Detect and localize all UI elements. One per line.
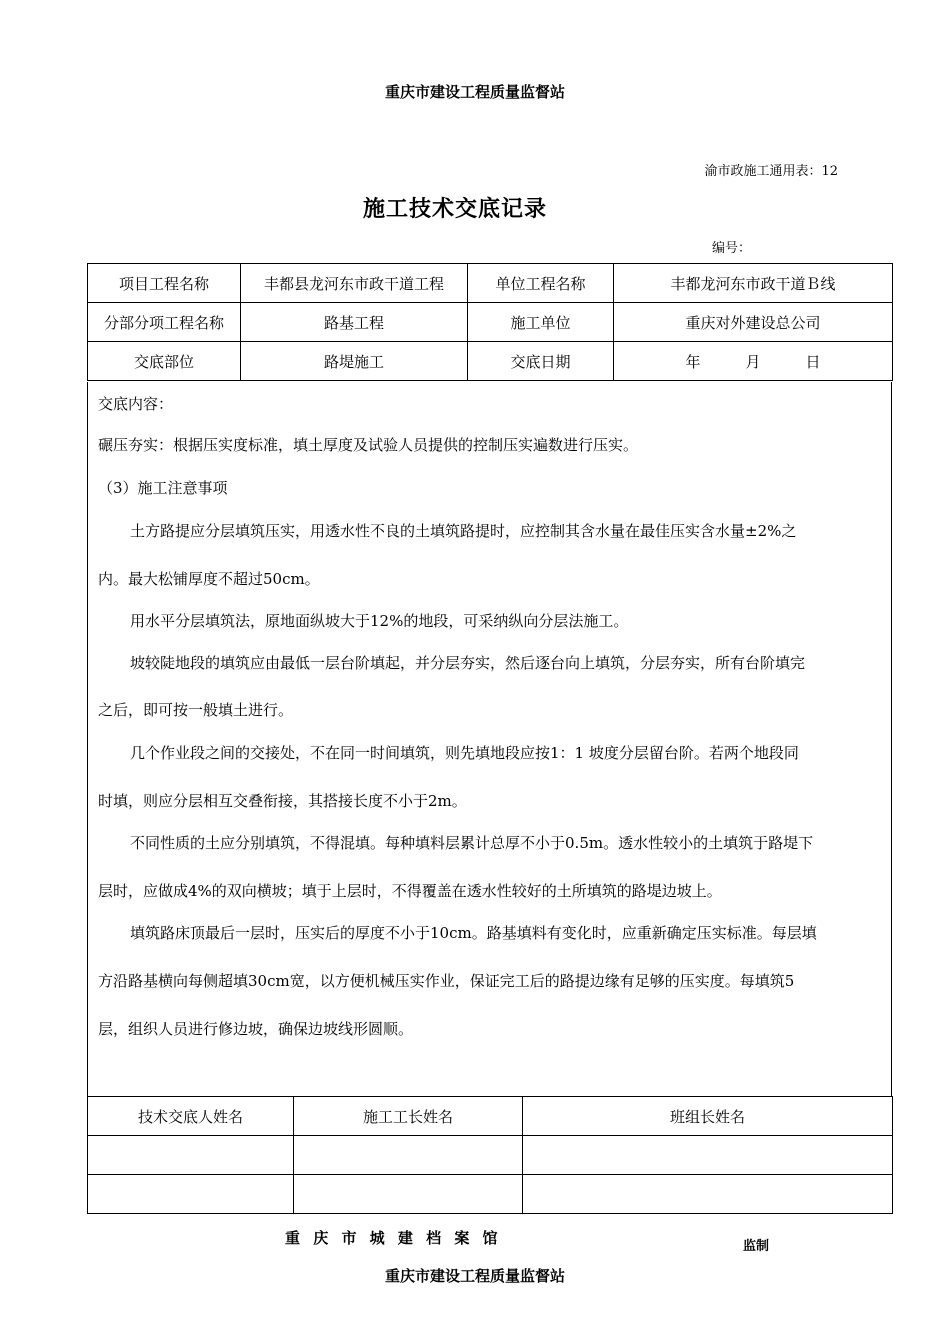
foreman-label: 施工工长姓名 [294, 1097, 523, 1136]
division-label: 分部分项工程名称 [88, 303, 241, 342]
content-box [87, 382, 892, 1097]
content-line: 方沿路基横向每侧超填30cm宽，以方便机械压实作业，保证完工后的路提边缘有足够的压实度。每填筑5 [98, 972, 795, 990]
content-line: 时填，则应分层相互交叠衔接，其搭接长度不小于2m。 [98, 792, 467, 810]
table-row [88, 1175, 893, 1214]
page-title: 施工技术交底记录 [362, 197, 547, 222]
table-row [88, 264, 893, 303]
unit-name-value: 丰都龙河东市政干道Ｂ线 [614, 264, 893, 303]
content-line: 几个作业段之间的交接处，不在同一时间填筑，则先填地段应按1：1 坡度分层留台阶。若两个地段同 [130, 744, 799, 762]
contractor-value: 重庆对外建设总公司 [614, 303, 893, 342]
content-line: 用水平分层填筑法，原地面纵坡大于12%的地段，可采纳纵向分层法施工。 [130, 612, 629, 630]
content-line: 不同性质的土应分别填筑，不得混填。每种填料层累计总厚不小于0.5m。透水性较小的土填筑于路堤下 [130, 834, 814, 852]
footer-archive: 重 庆 市 城 建 档 案 馆 [285, 1229, 502, 1247]
project-name-label: 项目工程名称 [88, 264, 241, 303]
date-value: 年 月 日 [614, 342, 893, 381]
team-leader-label: 班组长姓名 [523, 1097, 893, 1136]
tech-person-signature[interactable] [88, 1136, 294, 1175]
form-number: 渝市政施工通用表：12 [704, 164, 838, 179]
unit-name-label: 单位工程名称 [468, 264, 614, 303]
table-row [88, 303, 893, 342]
content-line: 层，组织人员进行修边坡，确保边坡线形圆顺。 [98, 1020, 414, 1038]
team-leader-signature[interactable] [523, 1175, 893, 1214]
contractor-label: 施工单位 [468, 303, 614, 342]
part-label: 交底部位 [88, 342, 241, 381]
content-line: 填筑路床顶最后一层时，压实后的厚度不小于10cm。路基填料有变化时，应重新确定压实标准。每层填 [130, 924, 817, 942]
content-line: 坡较陡地段的填筑应由最低一层台阶填起，并分层夯实，然后逐台向上填筑，分层夯实，所有台阶填完 [130, 654, 806, 672]
part-value: 路堤施工 [241, 342, 468, 381]
table-row [88, 1136, 893, 1175]
project-name-value: 丰都县龙河东市政干道工程 [241, 264, 468, 303]
team-leader-signature[interactable] [523, 1136, 893, 1175]
content-heading: 交底内容： [98, 395, 174, 413]
signature-table [87, 1096, 893, 1214]
table-row [88, 342, 893, 381]
date-label: 交底日期 [468, 342, 614, 381]
content-line: 层时，应做成4%的双向横坡；填于上层时，不得覆盖在透水性较好的土所填筑的路堤边坡上。 [98, 882, 722, 900]
foreman-signature[interactable] [294, 1136, 523, 1175]
content-line: 之后，即可按一般填土进行。 [98, 701, 294, 719]
table-row [88, 1097, 893, 1136]
content-line: 碾压夯实：根据压实度标准，填土厚度及试验人员提供的控制压实遍数进行压实。 [98, 436, 639, 454]
content-line: （3）施工注意事项 [98, 479, 228, 497]
footer-org: 重庆市建设工程质量监督站 [384, 1267, 565, 1285]
tech-person-signature[interactable] [88, 1175, 294, 1214]
division-value: 路基工程 [241, 303, 468, 342]
info-table [87, 263, 893, 381]
content-line: 内。最大松铺厚度不超过50cm。 [98, 570, 320, 588]
content-line: 土方路提应分层填筑压实，用透水性不良的土填筑路提时，应控制其含水量在最佳压实含水量±2%之 [130, 522, 797, 540]
tech-person-label: 技术交底人姓名 [88, 1097, 294, 1136]
foreman-signature[interactable] [294, 1175, 523, 1214]
header-org: 重庆市建设工程质量监督站 [384, 83, 565, 101]
footer-supervise: 监制 [743, 1239, 770, 1254]
serial-label: 编号： [712, 241, 752, 256]
